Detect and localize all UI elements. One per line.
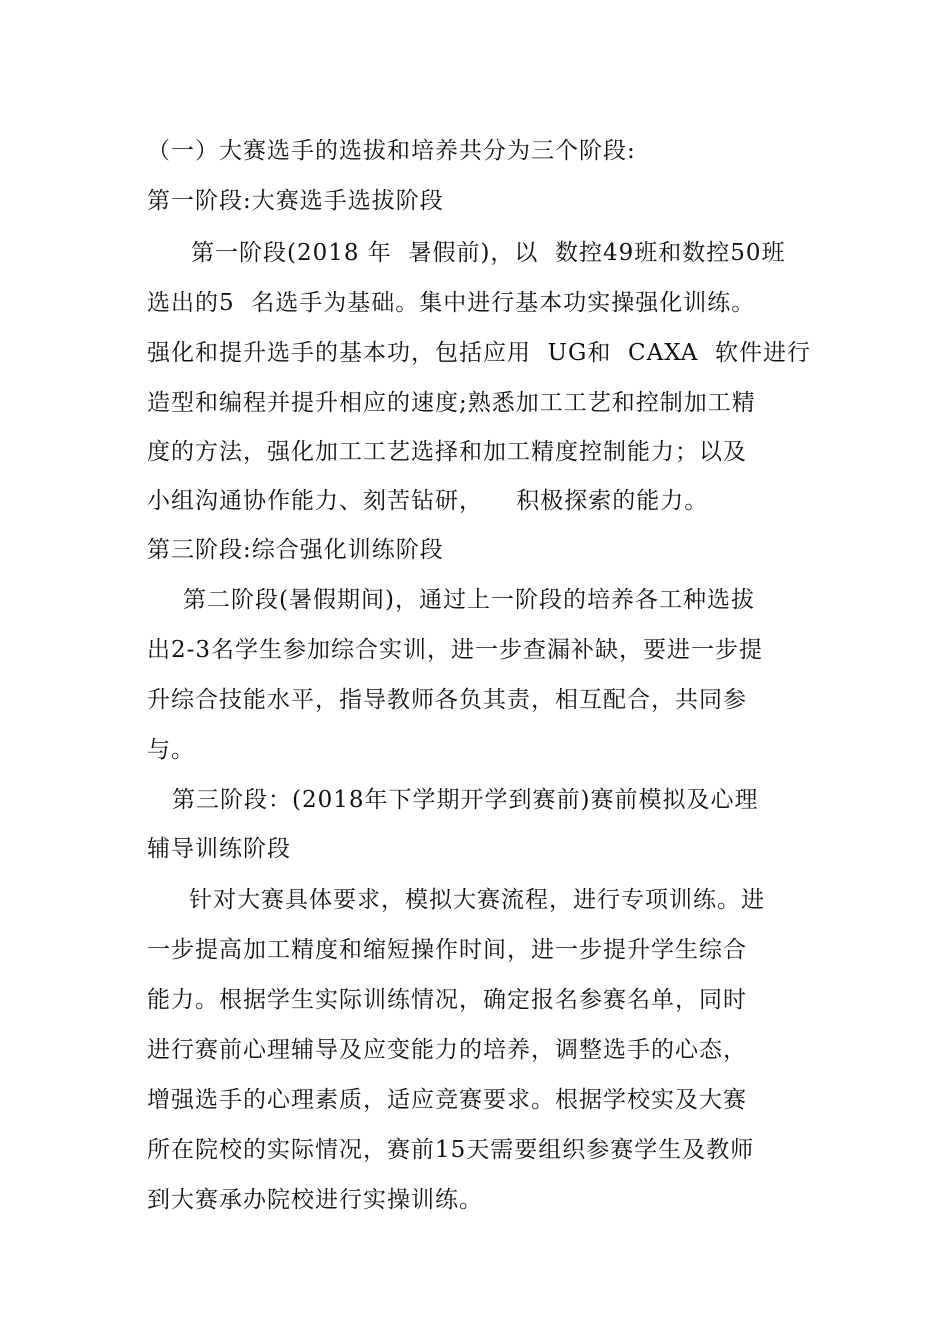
- stage1-paragraph-line: 度的方法，强化加工工艺选择和加工精度控制能力；以及: [147, 439, 747, 465]
- stage3-title-continued: 辅导训练阶段: [147, 836, 291, 862]
- stage1-paragraph-line: 造型和编程并提升相应的速度;熟悉加工工艺和控制加工精: [147, 390, 756, 416]
- section-heading: （一）大赛选手的选拔和培养共分为三个阶段:: [147, 138, 636, 164]
- stage2-paragraph-line: 升综合技能水平，指导教师各负其责，相互配合，共同参: [147, 687, 747, 713]
- stage1-paragraph-line: 选出的5 名选手为基础。集中进行基本功实操强化训练。: [147, 290, 756, 316]
- stage1-title: 第一阶段:大赛选手选拔阶段: [147, 188, 444, 214]
- stage3-paragraph-line: 进行赛前心理辅导及应变能力的培养，调整选手的心态，: [147, 1037, 747, 1063]
- stage3-paragraph-line: 针对大赛具体要求，模拟大赛流程，进行专项训练。进: [189, 887, 765, 913]
- stage1-paragraph-line: 小组沟通协作能力、刻苦钻研， 积极探索的能力。: [147, 488, 709, 514]
- stage3-paragraph-line: 到大赛承办院校进行实操训练。: [147, 1187, 483, 1213]
- stage1-paragraph-line: 第一阶段(2018 年 暑假前)，以 数控49班和数控50班: [191, 240, 786, 266]
- stage2-paragraph-line: 与。: [147, 737, 195, 763]
- stage3-paragraph-line: 一步提高加工精度和缩短操作时间，进一步提升学生综合: [147, 937, 747, 963]
- stage1-paragraph-line: 强化和提升选手的基本功，包括应用 UG和 CAXA 软件进行: [147, 340, 811, 366]
- stage3-paragraph-line: 增强选手的心理素质，适应竞赛要求。根据学校实及大赛: [147, 1087, 747, 1113]
- stage3-title: 第三阶段：(2018年下学期开学到赛前)赛前模拟及心理: [172, 787, 759, 813]
- stage2-paragraph-line: 出2-3名学生参加综合实训，进一步查漏补缺，要进一步提: [147, 637, 764, 663]
- stage2-paragraph-line: 第二阶段(暑假期间)，通过上一阶段的培养各工种选拔: [183, 587, 755, 613]
- stage3-paragraph-line: 能力。根据学生实际训练情况，确定报名参赛名单，同时: [147, 987, 747, 1013]
- stage3-paragraph-line: 所在院校的实际情况，赛前15天需要组织参赛学生及教师: [147, 1137, 755, 1163]
- stage2-title: 第三阶段:综合强化训练阶段: [147, 537, 444, 563]
